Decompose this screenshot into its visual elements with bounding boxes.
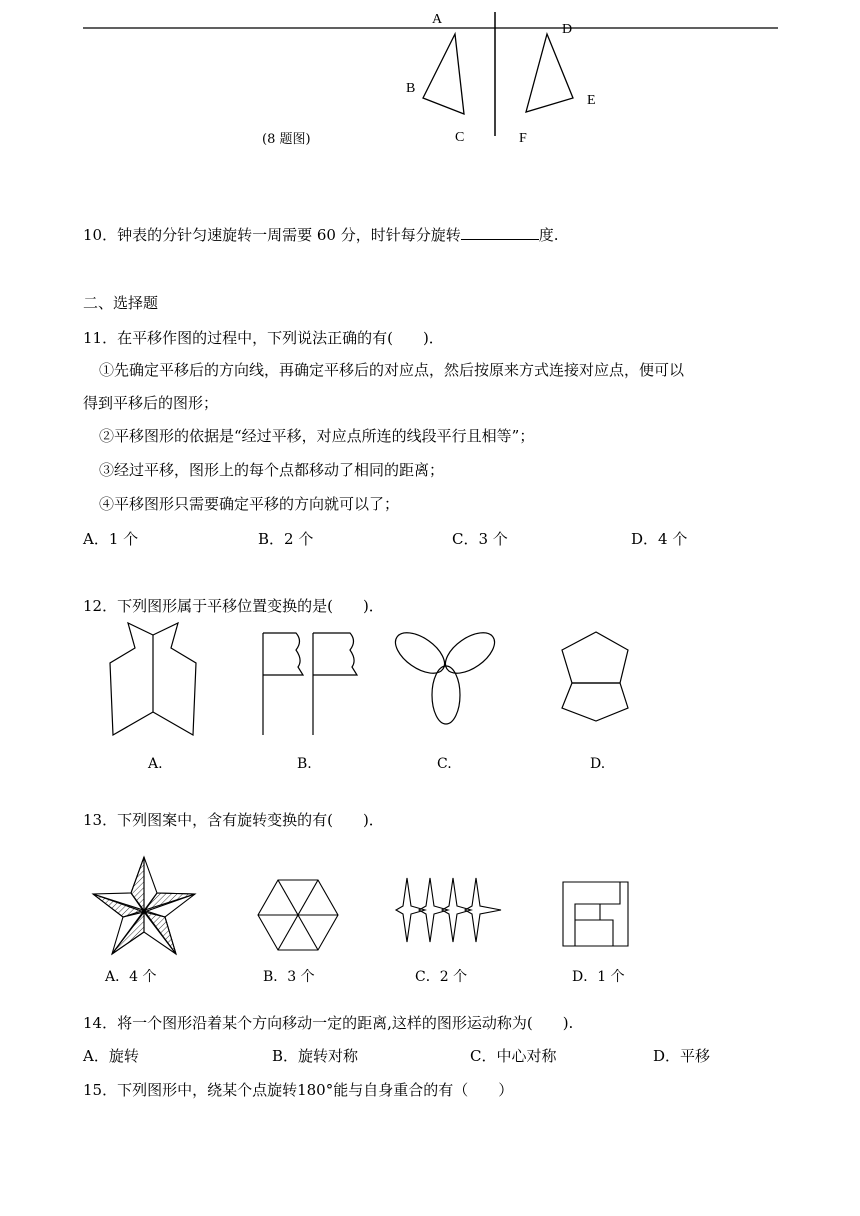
figure-12d-label[interactable]: D. — [590, 756, 606, 772]
triangle-def — [526, 34, 573, 112]
question-11-statement-4: ④平移图形只需要确定平移的方向就可以了； — [99, 495, 400, 513]
figure-12a-label[interactable]: A. — [148, 756, 163, 772]
question-14-option-c[interactable]: C．中心对称 — [470, 1047, 557, 1065]
question-11-option-a[interactable]: A．1 个 — [83, 530, 139, 548]
question-14-option-d[interactable]: D．平移 — [653, 1047, 711, 1065]
question-12-stem: 12．下列图形属于平移位置变换的是( )． — [83, 597, 384, 615]
section-title: 二、选择题 — [83, 294, 159, 312]
point-label-b: B — [406, 81, 416, 96]
figure-13a-star — [93, 857, 195, 954]
question-11-stem: 11．在平移作图的过程中，下列说法正确的有( )． — [83, 329, 444, 347]
question-11-option-d[interactable]: D．4 个 — [631, 530, 688, 548]
figure-13c-stars — [396, 878, 501, 942]
question-14-option-b[interactable]: B．旋转对称 — [272, 1047, 359, 1065]
figure-12c — [388, 625, 501, 724]
question-10 — [83, 225, 559, 245]
answer-blank[interactable] — [461, 225, 539, 240]
figure-12b — [263, 633, 357, 735]
figure-13c-label[interactable]: C．2 个 — [415, 969, 468, 985]
question-11-statement-2: ②平移图形的依据是“经过平移，对应点所连的线段平行且相等”； — [99, 427, 535, 445]
question-10-text: 10．钟表的分针匀速旋转一周需要 60 分，时针每分旋转 — [83, 226, 461, 244]
figure-12c-label[interactable]: C. — [437, 756, 452, 772]
point-label-f: F — [519, 131, 527, 146]
figure-13d-square — [563, 882, 628, 946]
question-11-option-b[interactable]: B．2 个 — [258, 530, 314, 548]
point-label-c: C — [455, 130, 465, 145]
question-15-stem: 15．下列图形中，绕某个点旋转180°能与自身重合的有（ ） — [83, 1081, 514, 1099]
question-12-figures — [0, 615, 860, 755]
question-11-statement-1: ①先确定平移后的方向线，再确定平移后的对应点，然后按原来方式连接对应点，便可以 — [99, 361, 685, 379]
question-13-stem: 13．下列图案中，含有旋转变换的有( )． — [83, 811, 384, 829]
question-14-stem: 14．将一个图形沿着某个方向移动一定的距离,这样的图形运动称为( ). — [83, 1014, 574, 1032]
question-14-option-a[interactable]: A．旋转 — [83, 1047, 139, 1065]
point-label-d: D — [562, 22, 573, 37]
figure-8-caption: (8 题图) — [262, 132, 311, 147]
point-label-e: E — [587, 93, 596, 108]
figure-12d — [562, 632, 628, 721]
figure-12a — [110, 623, 196, 735]
figure-13b-hexagon — [258, 880, 338, 950]
figure-8-lines — [0, 0, 860, 160]
figure-13b-label[interactable]: B．3 个 — [263, 969, 315, 985]
question-11-statement-3: ③经过平移，图形上的每个点都移动了相同的距离； — [99, 461, 445, 479]
triangle-abc — [423, 34, 464, 114]
question-13-figures — [0, 850, 860, 970]
question-11-statement-1-cont: 得到平移后的图形； — [83, 394, 219, 412]
point-label-a: A — [432, 12, 443, 27]
question-11-option-c[interactable]: C．3 个 — [452, 530, 508, 548]
figure-12b-label[interactable]: B. — [297, 756, 312, 772]
figure-13a-label[interactable]: A．4 个 — [105, 969, 157, 985]
figure-13d-label[interactable]: D．1 个 — [572, 969, 625, 985]
question-10-suffix: 度. — [538, 226, 559, 244]
